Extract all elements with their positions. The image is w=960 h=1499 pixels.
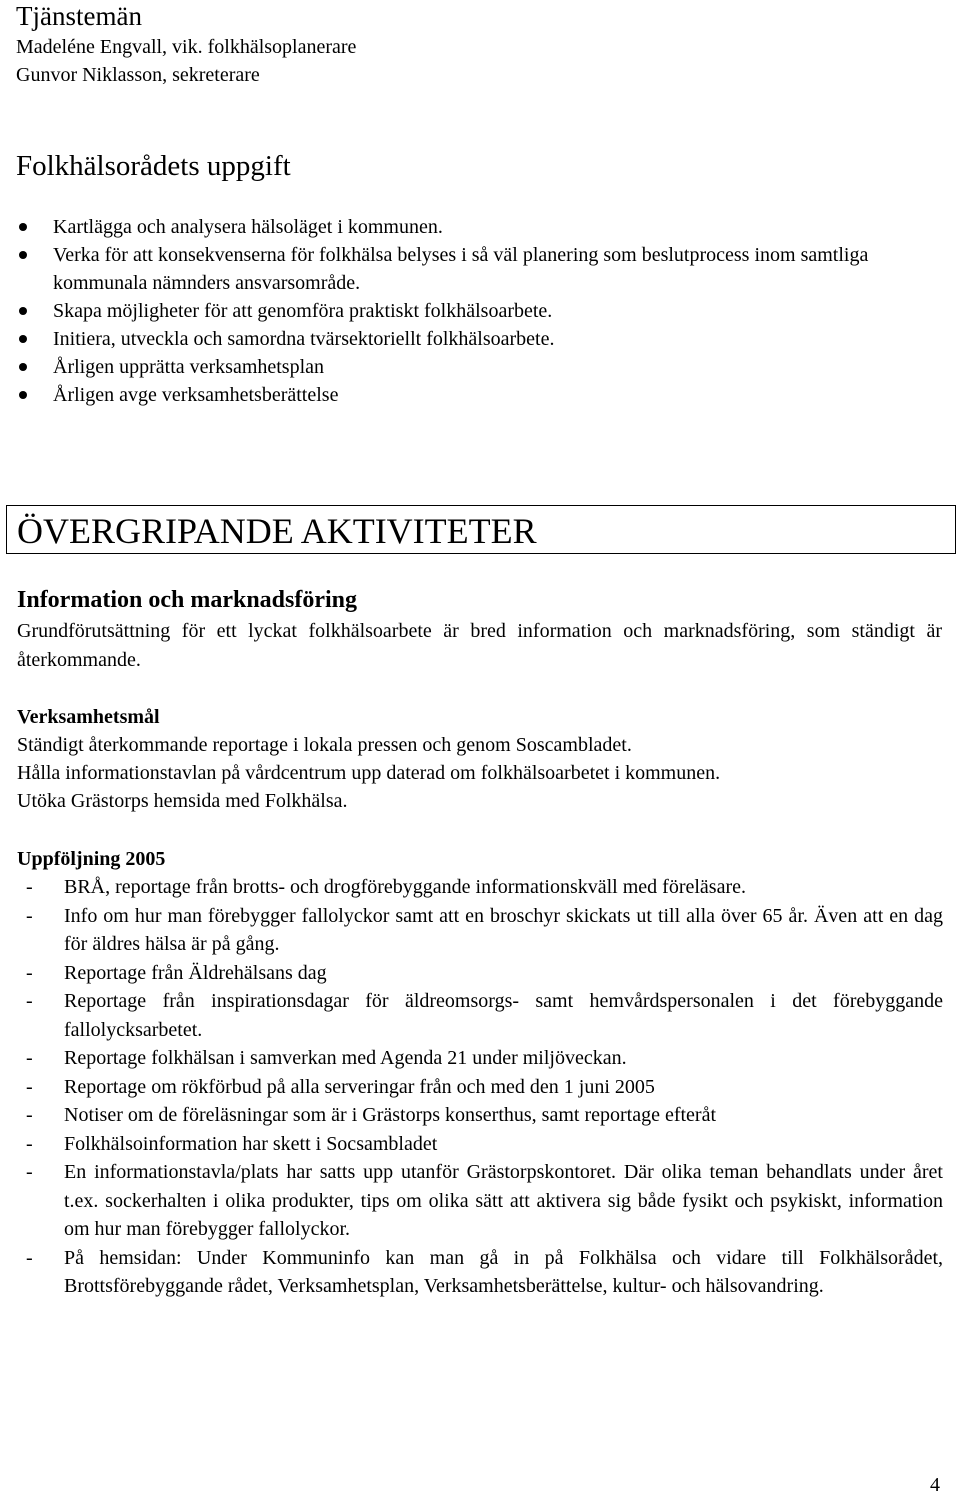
- list-item: Skapa möjligheter för att genomföra praktiskt folkhälsoarbete.: [0, 297, 940, 325]
- dash-marker: -: [26, 1246, 33, 1269]
- list-item: Initiera, utveckla och samordna tvärsektoriellt folkhälsoarbete.: [0, 325, 940, 353]
- bullet-icon: [19, 391, 27, 399]
- bullet-icon: [19, 223, 27, 231]
- dash-marker: -: [26, 1104, 33, 1126]
- bullet-icon: [19, 307, 27, 315]
- list-item: - Reportage från Äldrehälsans dag: [17, 959, 943, 988]
- followup-heading: Uppföljning 2005: [17, 848, 166, 870]
- dash-marker: -: [26, 961, 33, 984]
- list-item: - Info om hur man förebygger fallolyckor samt att en broschyr skickats ut till alla över 65 år. Även att en dag för äldres hälsa är på gång.: [17, 902, 943, 959]
- bullet-icon: [19, 335, 27, 343]
- list-item: - På hemsidan: Under Kommuninfo kan man gå in på Folkhälsa och vidare till Folkhälsorådet, Brottsförebyggande rådet, Verksamhetsplan, Verksamhetsberättelse, kultur- och hälsovandring.: [17, 1244, 943, 1301]
- bullet-icon: [19, 251, 27, 259]
- info-heading: Information och marknadsföring: [17, 587, 358, 613]
- list-item: - Notiser om de föreläsningar som är i Grästorps konserthus, samt reportage efteråt: [17, 1101, 943, 1130]
- goal-line: Ständigt återkommande reportage i lokala pressen och genom Soscambladet.: [17, 734, 632, 756]
- goal-line: Utöka Grästorps hemsida med Folkhälsa.: [17, 790, 348, 812]
- list-item: - Reportage från inspirationsdagar för äldreomsorgs- samt hemvårdspersonalen i det förebyggande fallolycksarbetet.: [17, 987, 943, 1044]
- bullet-icon: [19, 363, 27, 371]
- dash-marker: -: [26, 1161, 33, 1183]
- activities-heading-box: [6, 505, 956, 554]
- goal-line: Hålla informationstavlan på vårdcentrum upp daterad om folkhälsoarbetet i kommunen.: [17, 762, 721, 784]
- page-number: 4: [930, 1474, 940, 1496]
- dash-marker: -: [26, 990, 33, 1012]
- list-item: - BRÅ, reportage från brotts- och drogförebyggande informationskväll med föreläsare.: [17, 873, 943, 902]
- section-title-task: Folkhälsorådets uppgift: [16, 150, 291, 182]
- followup-list: [17, 873, 943, 1301]
- list-item: Årligen avge verksamhetsberättelse: [0, 381, 940, 409]
- staff-line: Gunvor Niklasson, sekreterare: [16, 64, 260, 86]
- staff-line: Madeléne Engvall, vik. folkhälsoplanerare: [16, 36, 357, 58]
- list-item: Kartlägga och analysera hälsoläget i kommunen.: [0, 213, 940, 241]
- section-title-staff: Tjänstemän: [16, 1, 142, 31]
- dash-marker: -: [26, 876, 33, 898]
- dash-marker: -: [26, 1047, 33, 1069]
- dash-marker: -: [26, 1132, 33, 1155]
- activities-heading: ÖVERGRIPANDE AKTIVITETER: [17, 511, 537, 551]
- goals-heading: Verksamhetsmål: [17, 706, 160, 728]
- dash-marker: -: [26, 904, 33, 927]
- list-item: - Reportage om rökförbud på alla serveringar från och med den 1 juni 2005: [17, 1073, 943, 1102]
- list-item: Verka för att konsekvenserna för folkhälsa belyses i så väl planering som beslutprocess inom samtliga kommunala nämnders ansvarsområde.: [0, 241, 940, 297]
- list-item: - En informationstavla/plats har satts upp utanför Grästorpskontoret. Där olika teman behandlats under året t.ex. sockerhalten i olika produkter, tips om olika sätt att aktivera sig både fysikt och psykiskt, information om hur man förebygger fallolyckor.: [17, 1158, 943, 1244]
- dash-marker: -: [26, 1075, 33, 1098]
- list-item: - Folkhälsoinformation har skett i Socsambladet: [17, 1130, 943, 1159]
- list-item: Årligen upprätta verksamhetsplan: [0, 353, 940, 381]
- task-list: [0, 213, 940, 409]
- list-item: - Reportage folkhälsan i samverkan med Agenda 21 under miljöveckan.: [17, 1044, 943, 1073]
- info-paragraph: Grundförutsättning för ett lyckat folkhälsoarbete är bred information och marknadsföring, som ständigt är återkommande.: [17, 620, 942, 671]
